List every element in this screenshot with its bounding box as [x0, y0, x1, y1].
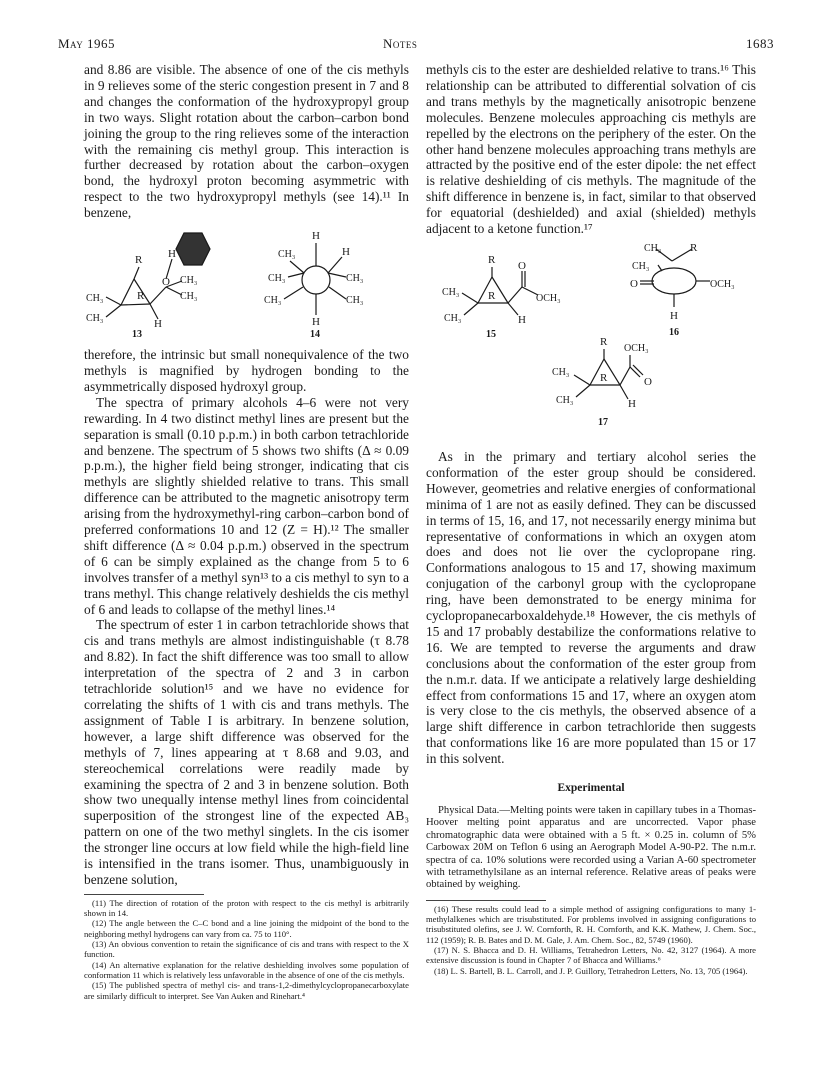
- hydrogen-label: H: [518, 313, 526, 326]
- footnote: (15) The published spectra of methyl cis- and trans-1,2-dimethylcyclopropanecarboxylate are similarly difficult to interpret. See Van Auken and Rinehart.⁴: [84, 980, 409, 1001]
- section-heading: Experimental: [557, 782, 625, 795]
- structure-diagram-15-16-17: [426, 241, 756, 439]
- substituent-r: R: [690, 241, 698, 254]
- methoxy-label: OCH₃: [624, 342, 649, 354]
- hydrogen-label: H: [670, 309, 678, 322]
- running-head-section: Notes: [383, 36, 418, 51]
- page-number: 1683: [746, 36, 774, 51]
- methyl-label: CH₃: [346, 273, 364, 285]
- paragraph: As in the primary and tertiary alcohol series the conformation of the ester group should be considered. However, geometries and relative energies of conformational minima of 1 are not as easily defined. They can be discussed in terms of 15, 16, and 17, not necessarily energy minima but representative of conformations in which an oxygen atom does and does not lie over the cyclopropane ring. Conformations analogous to 15 and 17, showing maximum conjugation of the carbonyl group with the cyclopropane ring, have been demonstrated to be energy minima for cyclopropanecarboxaldehyde.¹⁸ However, the cis methyls of 15 and 17 probably destabilize the conformations relative to 16. We are tempted to reverse the arguments and draw conclusions about the conformation of the ester group from the n.m.r. data. If we anticipate a relatively large deshielding effect from conformations 15 and 17, where an oxygen atom is very close to the cis methyls, the observed absence of a large shift difference in carbon tetrachloride then suggests that conformations like 16 are more populated than 15 or 17 in this solvent.: [426, 448, 756, 767]
- methyl-label: CH₃: [346, 295, 364, 307]
- hydrogen-label: H: [312, 316, 320, 329]
- methyl-label: CH₃: [86, 313, 104, 325]
- right-column: [426, 62, 756, 976]
- methyl-label: CH₃: [278, 249, 296, 261]
- footnote: (18) L. S. Bartell, B. L. Carroll, and J. P. Guillory, Tetrahedron Letters, No. 13, 705 (1964).: [434, 965, 748, 976]
- paragraph: and 8.86 are visible. The absence of one of the cis methyls in 9 relieves some of the steric congestion present in 7 and 8 and changes the conformation of the hydroxypropyl group in two ways. Slight rotation about the carbon–carbon bond joining the group to the ring relieves some of the interaction with the remaining cis methyl group. This interaction is further decreased by rotation about the carbon–oxygen bond, the hydroxyl proton becoming asymmetric with respect to the two hydroxypropyl methyls (see 14).¹¹ In benzene,: [84, 62, 409, 221]
- methyl-label: CH₃: [444, 312, 462, 324]
- methyl-label: CH₃: [268, 273, 286, 285]
- hydrogen-label: H: [312, 230, 320, 243]
- oxygen-label: O: [644, 375, 652, 388]
- substituent-r: R: [488, 253, 496, 266]
- oxygen-label: O: [162, 276, 170, 289]
- methoxy-label: OCH₃: [536, 292, 561, 304]
- methoxy-label: OCH₃: [710, 278, 735, 290]
- footnote: (11) The direction of rotation of the proton with respect to the cis methyl is arbitrarily shown in 14.: [84, 897, 409, 919]
- paragraph: The spectra of primary alcohols 4–6 were not very rewarding. In 4 two distinct methyl lines are present but the separation is small (0.10 p.p.m.) in both carbon tetrachloride and benzene. The spectrum of 5 shows two shifts (Δ ≈ 0.09 p.p.m.), the higher field being stronger, indicating that cis methyls are slightly shielded relative to trans. This small difference can be attributed to the magnetic anisotropy term arising from the hydroxymethyl-ring carbon–carbon bond of preferred conformations 10 and 12 (Z = H).¹² The smaller shift difference (Δ ≈ 0.04 p.p.m.) observed in the spectrum of 6 can be simply explained as the change from 5 to 6 involves transfer of a methyl syn¹³ to a cis methyl to syn to a trans methyl. This change relatively deshields the cis methyl of 6 and leads to collapse of the methyl lines.¹⁴: [84, 394, 409, 617]
- structures-13-14: [84, 227, 409, 339]
- methyl-label: CH₃: [644, 242, 662, 254]
- compound-number: 13: [132, 329, 142, 340]
- footnote: (17) N. S. Bhacca and D. H. Williams, Tetrahedron Letters, No. 42, 3127 (1964). A more extensive discussion is found in Chapter 7 of Bhacca and Williams.⁶: [426, 945, 756, 966]
- footnote-rule: [426, 900, 546, 901]
- footnote: (12) The angle between the C–C bond and a line joining the midpoint of the bond to the neighboring methyl hydrogens can vary from ca. 75 to 110°.: [84, 918, 409, 939]
- methyl-label: CH₃: [632, 260, 650, 272]
- hydrogen-label: H: [168, 248, 176, 261]
- footnote: (13) An obvious convention to retain the significance of cis and trans with respect to the X function.: [84, 939, 409, 960]
- compound-number: 14: [310, 329, 320, 340]
- paragraph: therefore, the intrinsic but small nonequivalence of the two methyls is magnified by hydrogen bonding to the asymmetrically disposed hydroxyl group.: [84, 347, 409, 394]
- methyl-label: CH₃: [86, 293, 104, 305]
- compound-number: 17: [598, 416, 608, 428]
- substituent-r: R: [135, 254, 143, 267]
- hydrogen-label: H: [342, 246, 350, 259]
- footnote: (14) An alternative explanation for the relative deshielding involves some population of conformation 11 which is relatively less unfavorable in the absence of one of the cis methyls.: [84, 959, 409, 980]
- ring-label-r: R: [137, 290, 145, 303]
- compound-number: 15: [486, 328, 496, 340]
- left-column: [84, 62, 409, 1001]
- ring-label-r: R: [488, 289, 496, 302]
- footnote-rule: [84, 894, 204, 895]
- methyl-label: CH₃: [556, 394, 574, 406]
- oxygen-label: O: [630, 277, 638, 290]
- structures-15-16-17: [426, 241, 756, 439]
- footnotes-right: [426, 900, 756, 976]
- methyl-label: CH₃: [264, 295, 282, 307]
- substituent-r: R: [600, 335, 608, 348]
- paragraph: methyls cis to the ester are deshielded relative to trans.¹⁶ This relationship can be attributed to differential solvation of cis and trans methyls by the magnetically anisotropic benzene molecules. Benzene molecules approaching cis methyls are repelled by the electrons on the periphery of the ester. On the other hand benzene molecules approaching trans methyls are attracted by the positive end of the ester dipole: the net effect is relative deshielding of cis methyls. The magnitude of the shift difference in benzene is, in fact, similar to that observed for equatorial (deshielded) and axial (shielded) methyls adjacent to a ketone function.¹⁷: [426, 62, 756, 237]
- methyl-label: CH₃: [552, 366, 570, 378]
- oxygen-label: O: [518, 259, 526, 272]
- ring-label-r: R: [600, 371, 608, 384]
- methyl-label: CH₃: [180, 275, 198, 287]
- structure-diagram-13-14: [84, 227, 409, 339]
- methyl-label: CH₃: [442, 286, 460, 298]
- paragraph: The spectrum of ester 1 in carbon tetrachloride shows that cis and trans methyls are almost indistinguishable (τ 8.78 and 8.82). In fact the shift difference was too small to allow interpretation of the spectra of 2 and 3 in carbon tetrachloride solution¹⁵ and we have no evidence for correlating the shifts of 1 with cis and trans methyls. The assignment of Table I is arbitrary. In benzene solution, however, a large shift difference was observed for the methyls of 7, lines appearing at τ 8.68 and 9.03, and stereochemical correlations were readily made by examining the spectra of 2 and 3 in benzene solution. Both show two unequally intense methyl lines from coincidental superposition of the strongest line of the expected AB₃ pattern on one of the two methyl singlets. In the cis isomer the stronger line occurs at low field while the high-field line is intensified in the trans isomer. Thus, unambiguously in benzene solution,: [84, 617, 409, 887]
- footnotes-left: [84, 894, 409, 1001]
- footnote: (16) These results could lead to a simple method of assigning configurations to many 1-methylalkenes which are trisubstituted. For problems involved in assigning configurations to trisubstituted olefins, see J. W. Cornforth, R. H. Cornforth, and K.K. Mathew, J. Chem. Soc., 112 (1959); R. B. Bates and D. M. Gale, J. Am. Chem. Soc., 82, 5749 (1960).: [426, 903, 756, 945]
- running-head-date: May 1965: [58, 36, 115, 51]
- hydrogen-label: H: [628, 397, 636, 410]
- hydrogen-label: H: [154, 318, 162, 331]
- methyl-label: CH₃: [180, 291, 198, 303]
- experimental-paragraph: Physical Data.—Melting points were taken in capillary tubes in a Thomas-Hoover melting point apparatus and are uncorrected. Vapor phase chromatographic data were obtained with a 5 ft. × 0.25 in. column of 5% Carbowax 20M on Teflon 6 using an Aerograph Model A-90-P2. The n.m.r. spectra of ca. 10% solutions were recorded using a Varian A-60 spectrometer with tetramethylsilane as an internal reference. Relative areas of peaks were obtained by weighing.: [426, 805, 756, 891]
- compound-number: 16: [669, 326, 679, 338]
